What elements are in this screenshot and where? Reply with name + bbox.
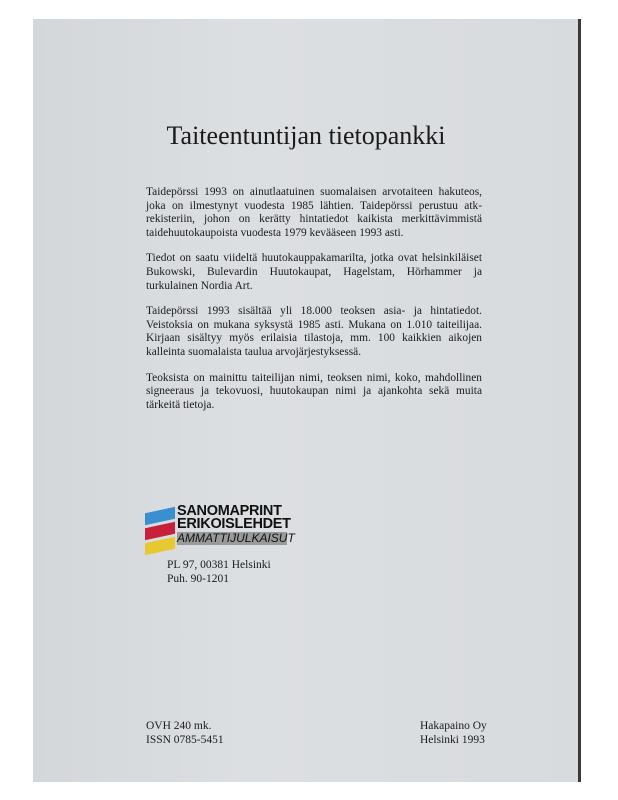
printer-name: Hakapaino Oy xyxy=(420,720,487,732)
printer-place-year: Helsinki 1993 xyxy=(420,734,485,746)
paragraph: Taidepörssi 1993 sisältää yli 18.000 teoksen asia- ja hintatiedot. Veistoksia on mukana syksystä 1985 asti. Mukana on 1.010 taiteilijaa. Kirjaan sisältyy myös erilaisia tilastoja, mm. 100 kaikkien aikojen kalleinta suomalaista taulua arvojärjestyksessä. xyxy=(146,305,482,358)
cover-title: Taiteentuntijan tietopankki xyxy=(166,121,446,150)
description-text xyxy=(146,186,482,424)
printer-info xyxy=(420,719,487,747)
logo-stripe-yellow xyxy=(145,537,175,555)
logo-line-2: ERIKOISLEHDET xyxy=(177,516,291,532)
price-issn xyxy=(146,719,224,747)
phone-line: Puh. 90-1201 xyxy=(167,573,229,585)
issn: ISSN 0785-5451 xyxy=(146,734,224,746)
paragraph: Teoksista on mainittu taiteilijan nimi, teoksen nimi, koko, mahdollinen signeeraus ja tekovuosi, huutokaupan nimi ja ajankohta sekä muita tärkeitä tietoja. xyxy=(146,371,482,411)
paragraph: Taidepörssi 1993 on ainutlaatuinen suomalaisen arvotaiteen hakuteos, joka on ilmestynyt vuodesta 1985 lähtien. Taidepörssi perustuu atk-rekisteriin, johon on kerätty hintatiedot kaikista merkittävimmistä taidehuutokaupoista vuodesta 1979 kevääseen 1993 asti. xyxy=(146,186,482,239)
logo-line-1: SANOMAPRINT xyxy=(177,503,282,519)
sanomaprint-logo xyxy=(145,503,295,554)
price: OVH 240 mk. xyxy=(146,720,212,732)
paragraph: Tiedot on saatu viideltä huutokauppakamarilta, jotka ovat helsinkiläiset Bukowski, Bulevardin Huutokaupat, Hagelstam, Hörhammer ja turkulainen Nordia Art. xyxy=(146,252,482,292)
logo-line-3: AMMATTIJULKAISUT xyxy=(177,531,295,545)
publisher-address xyxy=(167,558,271,586)
address-line: PL 97, 00381 Helsinki xyxy=(167,559,271,571)
